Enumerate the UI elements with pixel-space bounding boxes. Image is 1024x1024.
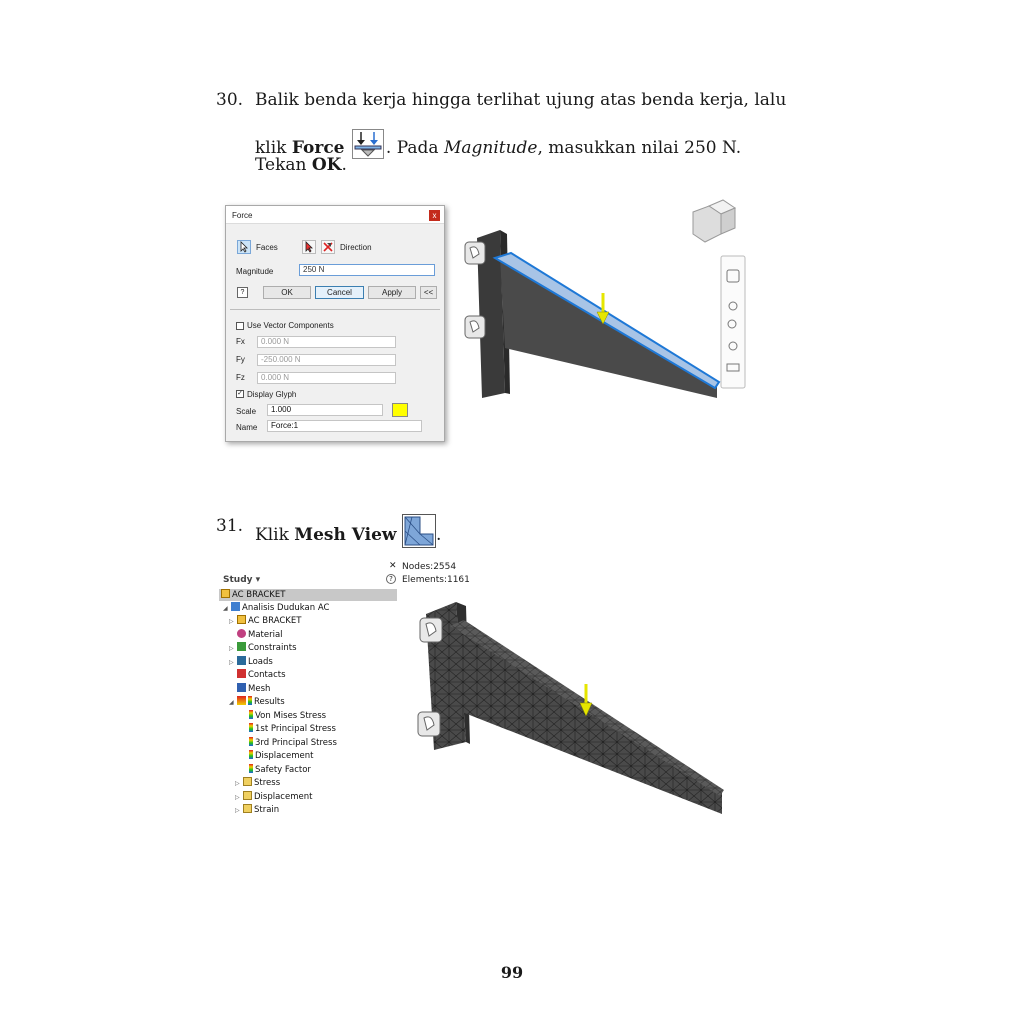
color-bar-icon	[248, 696, 252, 705]
tree-item-ac-bracket-root[interactable]	[221, 589, 285, 602]
tree-item-ac-bracket[interactable]	[229, 615, 301, 628]
color-bar-icon	[249, 710, 253, 719]
dialog-titlebar	[226, 206, 444, 224]
tree-item-strain-folder[interactable]	[235, 804, 279, 817]
mesh-view-keyword: Mesh View	[294, 525, 397, 545]
study-icon	[231, 602, 240, 611]
apply-button[interactable]: Apply	[368, 286, 416, 299]
step-31-number: 31.	[216, 516, 244, 536]
tree-item-results[interactable]	[229, 696, 285, 709]
tree-item-material[interactable]	[237, 629, 283, 642]
text: . Pada	[385, 138, 444, 158]
display-glyph-checkbox[interactable]: ✓	[237, 390, 243, 397]
tree-item-von-mises[interactable]	[249, 710, 326, 723]
tree-item-label: Displacement	[254, 792, 313, 802]
tree-item-label: Results	[254, 697, 285, 707]
force-keyword: Force	[291, 138, 345, 158]
glyph-color-swatch[interactable]	[392, 403, 408, 417]
tree-item-analysis[interactable]	[223, 602, 329, 615]
tree-item-displacement-folder[interactable]	[235, 791, 312, 804]
mesh-viewport[interactable]	[400, 592, 735, 828]
force-dialog	[225, 205, 445, 442]
tree-item-1st-principal[interactable]	[249, 723, 336, 736]
magnitude-input[interactable]: 250 N	[299, 264, 435, 276]
collapse-arrow-icon[interactable]: ▷	[229, 645, 234, 652]
tree-item-label: Displacement	[255, 751, 314, 761]
color-bar-icon	[249, 750, 253, 759]
name-input[interactable]: Force:1	[267, 420, 422, 432]
fy-input[interactable]: -250.000 N	[257, 354, 396, 366]
clip-bottom	[418, 712, 440, 736]
use-vector-label: Use Vector Components	[247, 321, 334, 330]
tree-item-label: Mesh	[248, 684, 271, 694]
scale-label: Scale	[236, 407, 257, 416]
page-number: 99	[500, 963, 524, 982]
tree-item-displacement-result[interactable]	[249, 750, 313, 763]
text: klik	[255, 138, 292, 158]
material-icon	[237, 629, 246, 638]
text: Klik	[255, 525, 295, 545]
color-bar-icon	[249, 764, 253, 773]
results-icon	[237, 696, 246, 705]
direction-label: Direction	[340, 243, 372, 252]
cursor-arrow-icon	[238, 241, 250, 253]
folder-icon	[243, 791, 252, 800]
nodes-count: Nodes:2554	[402, 562, 457, 572]
tree-item-label: 1st Principal Stress	[255, 724, 336, 734]
force-tool-icon	[352, 129, 384, 159]
tree-item-constraints[interactable]	[229, 642, 297, 655]
flip-direction-button[interactable]	[321, 240, 335, 254]
fz-input[interactable]: 0.000 N	[257, 372, 396, 384]
faces-select-button[interactable]	[237, 240, 251, 254]
part-icon	[221, 589, 230, 598]
step-30-number: 30.	[216, 90, 244, 110]
collapse-arrow-icon[interactable]: ▷	[235, 807, 240, 814]
scale-input[interactable]: 1.000	[267, 404, 383, 416]
folder-icon	[243, 804, 252, 813]
expand-arrow-icon[interactable]: ◢	[229, 699, 234, 706]
elements-count: Elements:1161	[402, 575, 470, 585]
color-bar-icon	[249, 723, 253, 732]
collapse-arrow-icon[interactable]: ▷	[229, 659, 234, 666]
folder-icon	[243, 777, 252, 786]
text: Tekan	[255, 155, 312, 175]
tree-item-label: 3rd Principal Stress	[255, 738, 337, 748]
magnitude-label: Magnitude	[236, 267, 274, 276]
tree-item-label: Von Mises Stress	[255, 711, 327, 721]
constraint-icon	[237, 642, 246, 651]
collapse-arrow-icon[interactable]: ▷	[235, 794, 240, 801]
fx-label: Fx	[236, 337, 245, 346]
load-icon	[237, 656, 246, 665]
collapse-arrow-icon[interactable]: ▷	[229, 618, 234, 625]
flip-direction-icon	[322, 241, 334, 253]
tree-item-label: Loads	[248, 657, 273, 667]
dialog-title: Force	[232, 211, 253, 220]
tree-item-label: Material	[248, 630, 283, 640]
collapse-button[interactable]: <<	[420, 286, 437, 299]
fy-label: Fy	[236, 355, 245, 364]
browser-header[interactable]: Study ▾	[223, 575, 261, 585]
text: .	[341, 155, 347, 175]
clip-top	[465, 242, 485, 264]
step-30-line-3	[255, 153, 347, 177]
name-label: Name	[236, 423, 258, 432]
tree-item-label: Strain	[254, 805, 280, 815]
use-vector-checkbox[interactable]	[236, 322, 244, 330]
faces-label: Faces	[256, 243, 278, 252]
step-30-line-1: Balik benda kerja hingga terlihat ujung atas benda kerja, lalu	[255, 90, 787, 110]
study-browser	[219, 563, 397, 825]
help-icon[interactable]: ?	[386, 574, 396, 584]
help-icon[interactable]: ?	[237, 287, 248, 298]
fx-input[interactable]: 0.000 N	[257, 336, 396, 348]
fz-label: Fz	[236, 373, 245, 382]
tree-item-label: AC BRACKET	[232, 590, 286, 600]
bracket-force-viewport[interactable]	[455, 198, 755, 410]
contact-icon	[237, 669, 246, 678]
tree-item-safety-factor[interactable]	[249, 764, 311, 777]
view-cube-icon[interactable]	[693, 200, 735, 242]
tree-item-label: Safety Factor	[255, 765, 311, 775]
tree-item-label: AC BRACKET	[248, 616, 302, 626]
tree-item-label: Analisis Dudukan AC	[242, 603, 330, 613]
tree-item-mesh[interactable]	[237, 683, 270, 696]
tree-item-label: Stress	[254, 778, 281, 788]
text: , masukkan nilai 250 N.	[537, 138, 742, 158]
mesh-view-icon	[402, 514, 436, 548]
tree-item-label: Constraints	[248, 643, 297, 653]
display-glyph-label: Display Glyph	[247, 390, 297, 399]
navigation-bar[interactable]	[721, 256, 745, 388]
tree-item-label: Contacts	[248, 670, 286, 680]
tree-item-loads[interactable]	[229, 656, 273, 669]
part-icon	[237, 615, 246, 624]
ok-keyword: OK	[311, 155, 342, 175]
ok-button[interactable]: OK	[263, 286, 311, 299]
close-icon[interactable]: ✕	[389, 561, 397, 571]
clip-bottom	[465, 316, 485, 338]
tree-item-contacts[interactable]	[237, 669, 286, 682]
magnitude-keyword: Magnitude	[443, 138, 538, 158]
collapse-arrow-icon[interactable]: ▷	[235, 780, 240, 787]
text: .	[435, 525, 442, 545]
tree-item-stress-folder[interactable]	[235, 777, 280, 790]
step-31-text	[255, 514, 441, 548]
color-bar-icon	[249, 737, 253, 746]
direction-select-button[interactable]	[302, 240, 316, 254]
clip-top	[420, 618, 442, 642]
mesh-icon	[237, 683, 246, 692]
divider	[230, 309, 440, 310]
cancel-button[interactable]: Cancel	[315, 286, 364, 299]
close-button[interactable]: x	[429, 210, 440, 221]
tree-item-3rd-principal[interactable]	[249, 737, 337, 750]
expand-arrow-icon[interactable]: ◢	[223, 605, 228, 612]
cursor-red-icon	[303, 241, 315, 253]
